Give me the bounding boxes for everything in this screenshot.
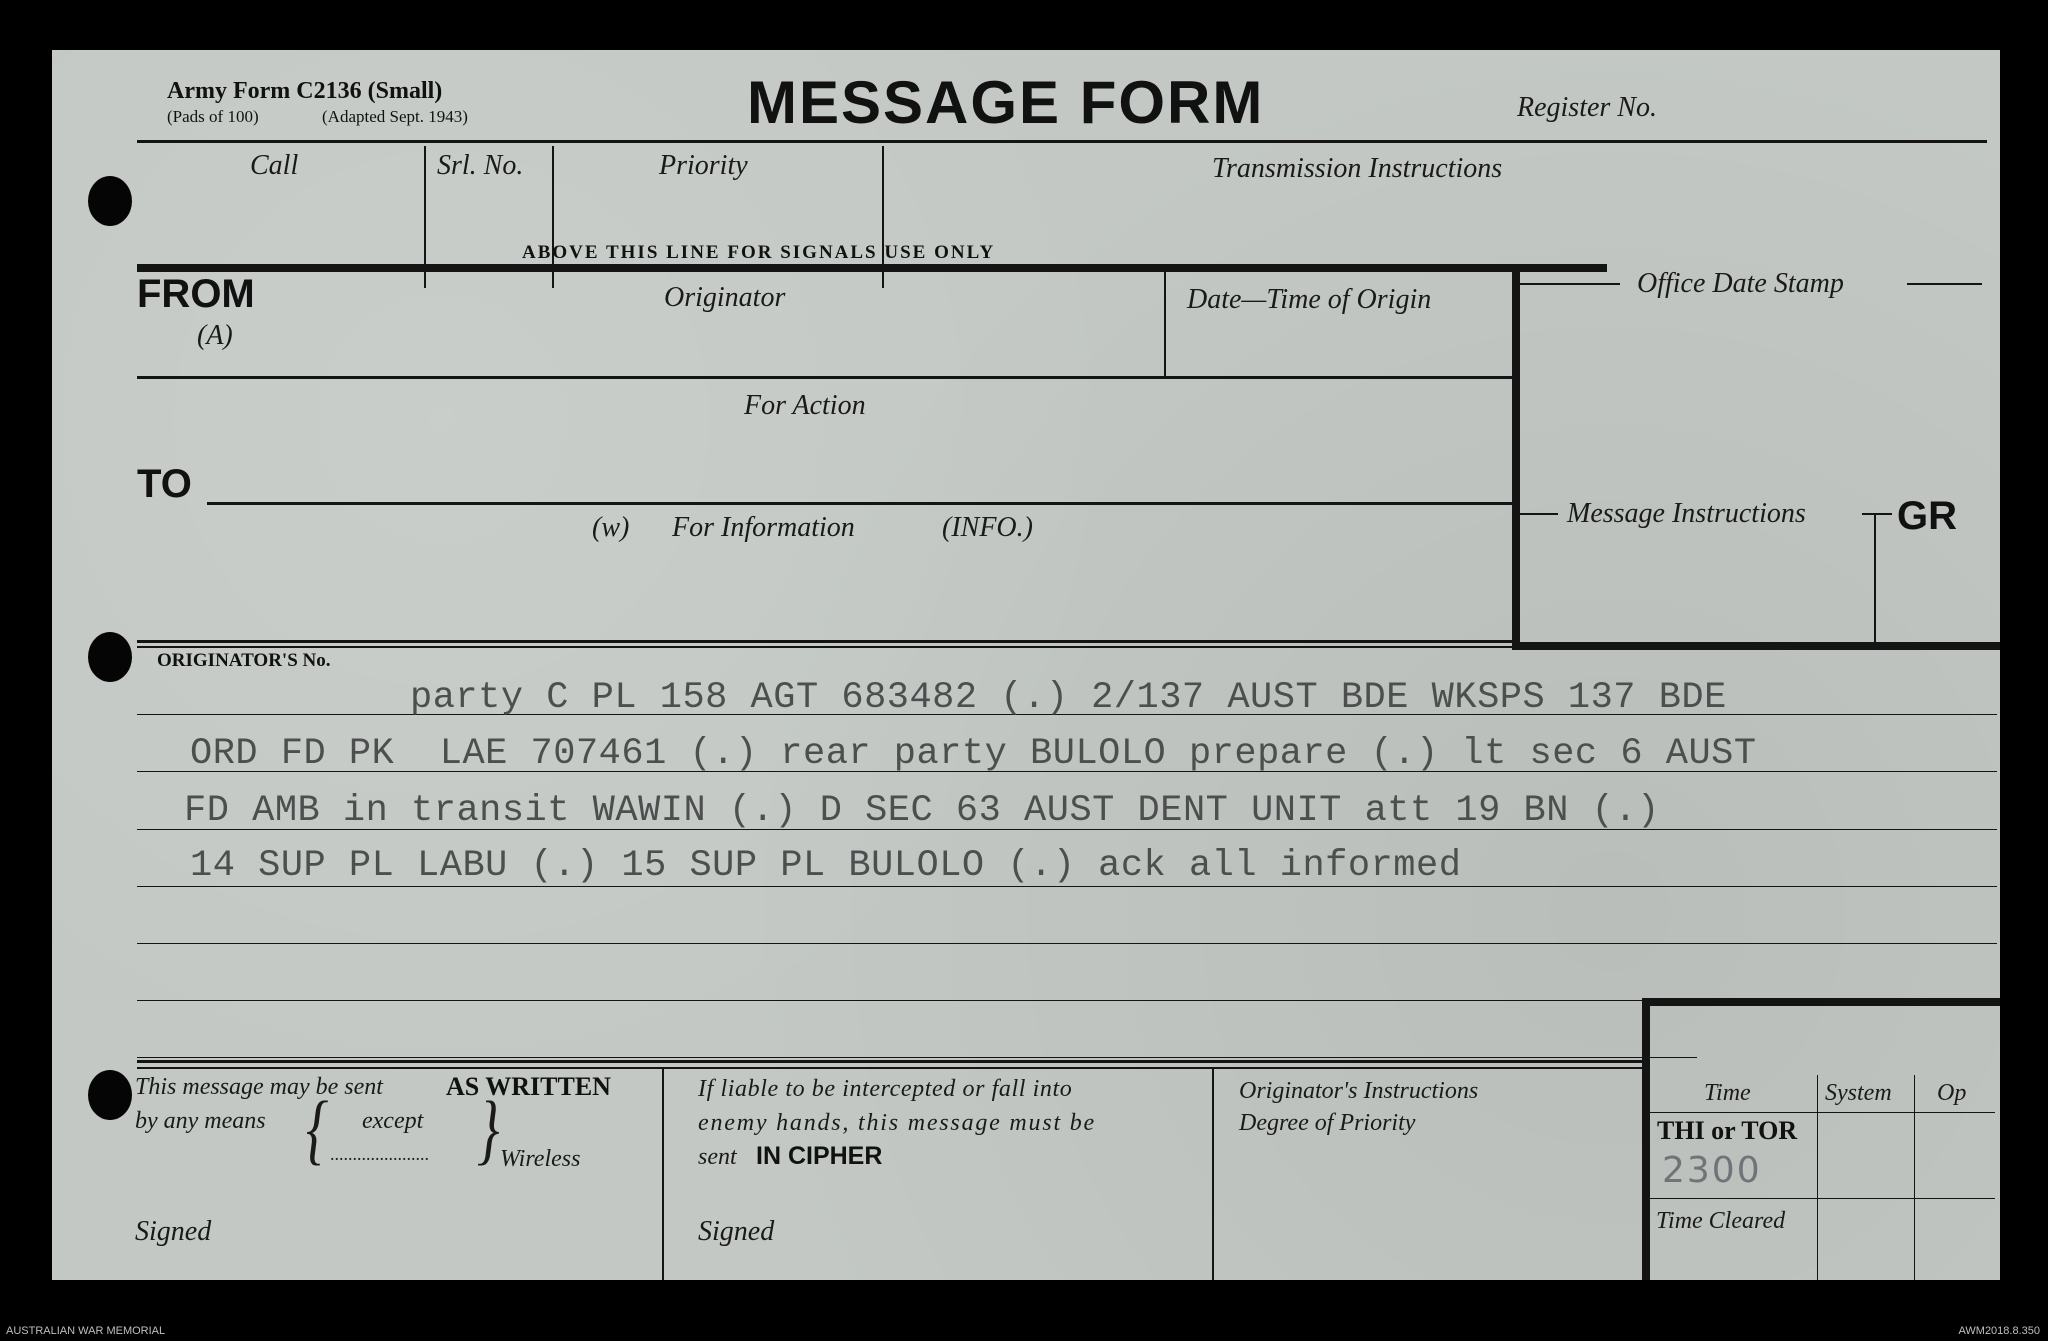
message-line-1: party C PL 158 AGT 683482 (.) 2/137 AUST BDE WKSPS 137 BDE [410,677,1727,719]
message-line-4: 14 SUP PL LABU (.) 15 SUP PL BULOLO (.) ack all informed [190,845,1462,887]
time-label: Time [1704,1080,1751,1106]
header-rule [137,140,1987,143]
for-information-label: For Information [672,512,855,543]
from-a-label: (A) [197,320,233,351]
except-blank: ...................... [330,1144,429,1164]
srl-no-label: Srl. No. [437,150,524,181]
punch-hole-bottom [88,1070,132,1120]
except-label: except [362,1108,424,1134]
footer-rule-2 [137,1067,1642,1069]
message-line-rule [137,943,1997,944]
for-action-label: For Action [744,390,866,421]
message-line-2: ORD FD PK LAE 707461 (.) rear party BULOLO prepare (.) lt sec 6 AUST [190,733,1757,775]
signed-left-label: Signed [135,1216,212,1247]
credit-right: AWM2018.8.350 [1958,1325,2040,1337]
time-cleared-label: Time Cleared [1656,1208,1786,1234]
credit-left: AUSTRALIAN WAR MEMORIAL [6,1325,166,1337]
originators-no-label: ORIGINATOR'S No. [157,650,331,671]
op-label: Op [1937,1080,1967,1106]
cipher-text-line-3: sent [698,1144,737,1170]
thi-or-tor-label: THI or TOR [1657,1116,1798,1145]
message-line-rule [137,1057,1697,1058]
message-form-paper [52,50,2000,1280]
msg-instructions-dash-right [1862,513,1892,515]
message-line-3: FD AMB in transit WAWIN (.) D SEC 63 AUST DENT UNIT att 19 BN (.) [184,790,1660,832]
originators-no-rule-2 [137,646,1512,648]
degree-of-priority-label: Degree of Priority [1239,1110,1416,1136]
footer-rule-1 [137,1060,1642,1063]
brace-left: { [306,1086,329,1174]
from-bottom-rule [137,376,1512,379]
time-col-divider-1 [1817,1075,1818,1280]
date-time-origin-label: Date—Time of Origin [1187,284,1432,315]
signals-use-only-label: ABOVE THIS LINE FOR SIGNALS USE ONLY [522,242,996,263]
message-instructions-label: Message Instructions [1567,498,1806,529]
from-label: FROM [137,272,255,316]
to-rule [207,502,1512,505]
info-label: (INFO.) [942,512,1033,543]
office-stamp-dash-left [1520,283,1620,285]
originators-instructions-label: Originator's Instructions [1239,1078,1479,1104]
time-value-rule [1650,1198,1995,1199]
right-box-bottom [1512,642,2000,650]
register-no-label: Register No. [1517,92,1657,123]
footer-divider-1 [662,1069,664,1280]
call-label: Call [250,150,299,181]
gr-divider [1874,513,1876,643]
time-box-left [1642,998,1650,1280]
form-title: MESSAGE FORM [747,69,1265,136]
time-box-top [1650,998,2000,1006]
by-any-means-label: by any means [135,1108,266,1134]
adapted-label: (Adapted Sept. 1943) [322,107,468,126]
wireless-label: Wireless [500,1146,581,1172]
time-value: 2300 [1662,1150,1762,1191]
brace-right: } [477,1086,500,1174]
office-date-stamp-label: Office Date Stamp [1637,268,1844,299]
office-stamp-dash-right [1907,283,1982,285]
right-box-vertical [1512,268,1520,644]
system-label: System [1825,1080,1892,1106]
cipher-text-line-2: enemy hands, this message must be [698,1110,1097,1136]
transmission-instructions-label: Transmission Instructions [1212,153,1503,184]
time-header-rule [1650,1112,1995,1113]
punch-hole-middle [88,632,132,682]
footer-divider-2 [1212,1069,1214,1280]
may-be-sent-label: This message may be sent [135,1074,383,1100]
to-label: TO [137,462,192,506]
originator-label: Originator [664,282,786,313]
in-cipher-label: IN CIPHER [756,1142,883,1170]
priority-label: Priority [659,150,748,181]
as-written-label: AS WRITTEN [446,1072,611,1101]
punch-hole-top [88,176,132,226]
signals-thick-rule [137,264,1607,272]
time-col-divider-2 [1914,1075,1915,1280]
date-time-divider [1164,272,1166,376]
w-label: (w) [592,512,630,543]
pads-label: (Pads of 100) [167,107,259,126]
army-form-label: Army Form C2136 (Small) [167,78,443,104]
gr-label: GR [1897,494,1957,538]
originators-no-rule-1 [137,640,1512,643]
signed-mid-label: Signed [698,1216,775,1247]
cipher-text-line-1: If liable to be intercepted or fall into [698,1076,1073,1102]
msg-instructions-dash-left [1520,513,1558,515]
